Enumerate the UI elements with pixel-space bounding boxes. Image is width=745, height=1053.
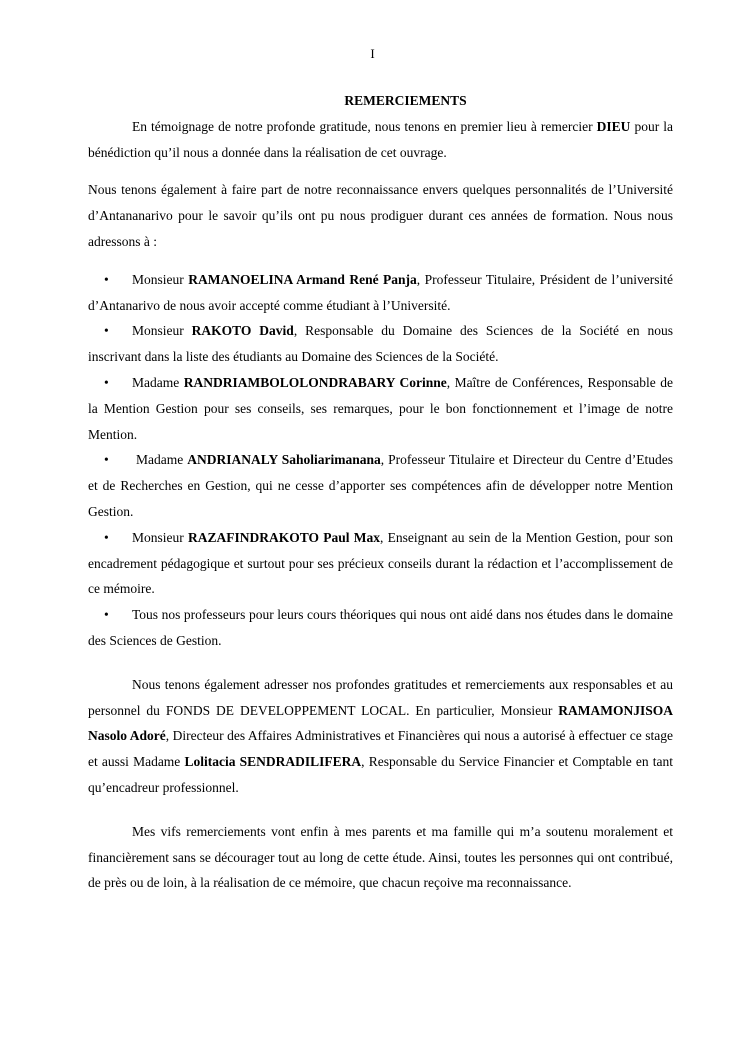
fonds-text-3: , Responsable du Service Financier et Comptable en tant qu’encadreur professionnel. <box>88 754 674 795</box>
document-body <box>88 88 673 896</box>
list-item-text: , Professeur Titulaire et Directeur du Centre d’Etudes et de Recherches en Gestion, qui ne cesse d’apporter ses compétences afin de développer notre Mention Gestion. <box>88 452 673 519</box>
fonds-text-2: , Directeur des Affaires Administratives et Financières qui nous a autorisé à effectuer ce stage et aussi Madame <box>88 728 674 770</box>
list-item-text: , Responsable du Domaine des Sciences de la Société en nous inscrivant dans la liste des étudiants au Domaine des Sciences de la Société. <box>88 323 673 365</box>
bullet-icon: • <box>104 271 109 287</box>
list-item <box>88 602 673 654</box>
list-item <box>88 267 673 319</box>
thanks-list <box>88 267 673 654</box>
list-item-name: RANDRIAMBOLOLONDRABARY Corinne <box>183 374 447 390</box>
list-item-text: , Enseignant au sein de la Mention Gestion, pour son encadrement pédagogique et surtout pour ses précieux conseils durant la rédaction et l’accomplissement de ce mémoire. <box>88 529 674 597</box>
list-item-text: , Maître de Conférences, Responsable de la Mention Gestion pour ses conseils, ses remarques, pour le bon fonctionnement et l’image de notre Mention. <box>88 374 673 442</box>
list-item-name: RAZAFINDRAKOTO Paul Max <box>187 529 380 545</box>
bullet-icon: • <box>104 452 109 468</box>
intro-bold-dieu: DIEU <box>596 118 631 134</box>
fonds-paragraph <box>88 672 673 801</box>
list-item-prefix: Monsieur <box>132 323 192 339</box>
bullet-icon: • <box>104 607 109 623</box>
bullet-icon: • <box>104 529 109 545</box>
personnalites-paragraph: Nous tenons également à faire part de notre reconnaissance envers quelques personnalités de l’Université d’Antananarivo pour le savoir qu’ils ont pu nous prodiguer durant ces années de formation. Nous nous adressons à : <box>88 182 673 249</box>
bullet-icon: • <box>104 323 109 339</box>
intro-text: En témoignage de notre profonde gratitude, nous tenons en premier lieu à remercier <box>132 118 597 134</box>
bullet-icon: • <box>104 374 109 390</box>
list-item-prefix: Tous nos professeurs pour leurs cours théoriques qui nous ont aidé dans nos études dans le domaine des Sciences de Gestion. <box>88 607 673 648</box>
fonds-bold-1: RAMAMONJISOA Nasolo Adoré <box>88 702 673 744</box>
fonds-bold-2: Lolitacia SENDRADILIFERA <box>184 754 362 770</box>
list-item-prefix: Monsieur <box>132 529 188 545</box>
list-item-name: RAMANOELINA Armand René Panja <box>188 271 417 287</box>
list-item-text: , Professeur Titulaire, Président de l’université d’Antanarivo de nous avoir accepté comme étudiant à l’Université. <box>88 271 673 313</box>
page-number: I <box>370 46 375 61</box>
list-item-prefix: Madame <box>132 374 184 390</box>
intro-text-rest: pour la bénédiction qu’il nous a donnée dans la réalisation de cet ouvrage. <box>88 118 673 160</box>
intro-paragraph <box>88 114 673 166</box>
list-item <box>88 447 673 524</box>
list-item <box>88 525 673 602</box>
page-title: REMERCIEMENTS <box>344 93 467 108</box>
list-item-prefix: Madame <box>132 452 188 468</box>
list-item <box>88 370 673 447</box>
list-item-name: RAKOTO David <box>191 323 294 339</box>
list-item <box>88 318 673 370</box>
list-item-name: ANDRIANALY Saholiarimanana <box>187 452 381 468</box>
fonds-text-1: Nous tenons également adresser nos profondes gratitudes et remerciements aux responsables et au personnel du FONDS DE DEVELOPPEMENT LOCAL. En particulier, Monsieur <box>88 676 673 718</box>
list-item-prefix: Monsieur <box>132 271 189 287</box>
closing-paragraph: Mes vifs remerciements vont enfin à mes parents et ma famille qui m’a soutenu moralement et financièrement sans se décourager tout au long de cette étude. Ainsi, toutes les personnes qui ont contribué, de près ou de loin, à la réalisation de ce mémoire, que chacun reçoive ma reconnaissance. <box>88 823 673 891</box>
